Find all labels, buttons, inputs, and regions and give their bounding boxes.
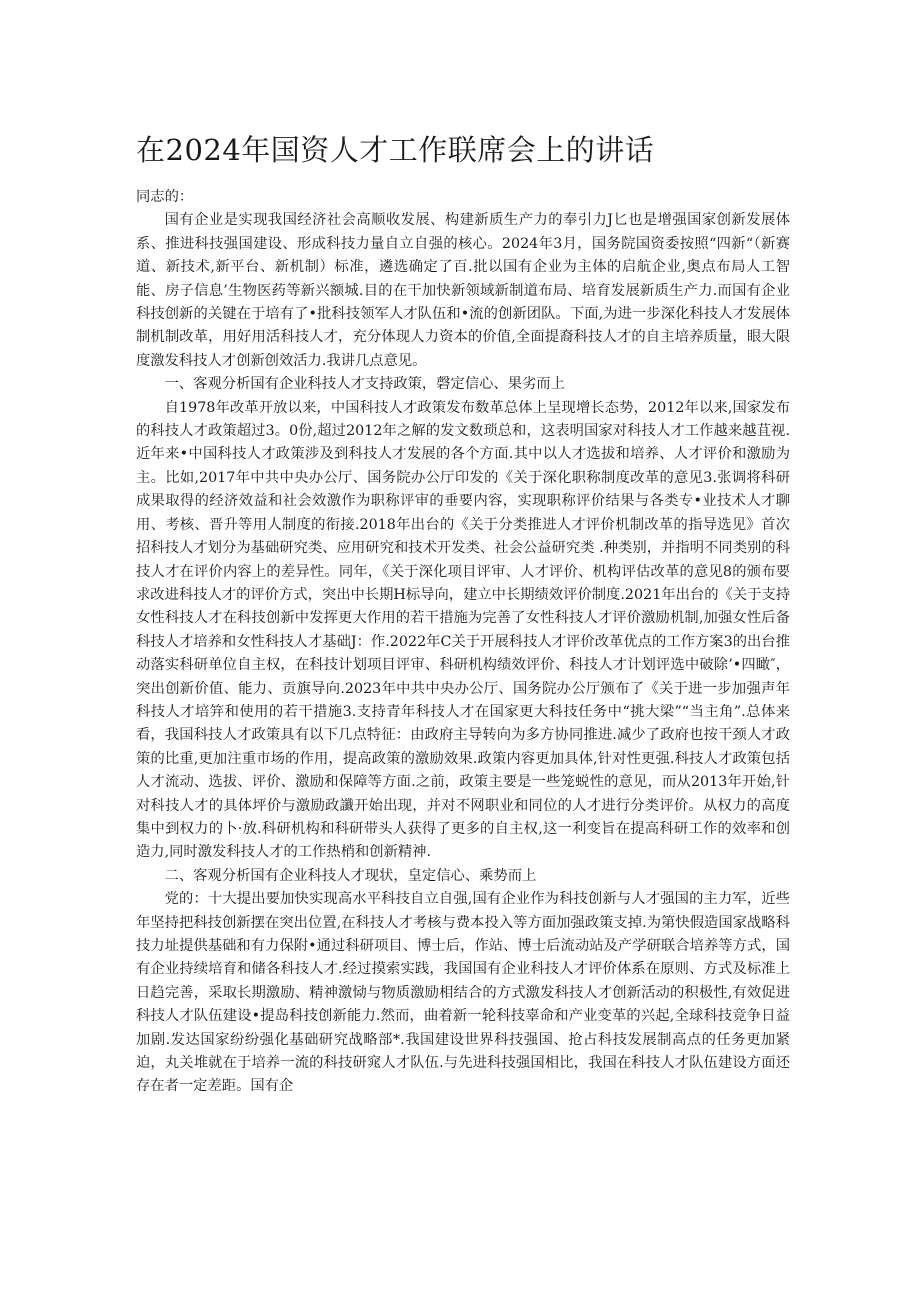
- section-heading-2: 二、客观分析国有企业科技人才现状，皇定信心、乘势而上: [164, 867, 537, 884]
- paragraph-intro: 国有企业是实现我国经济社会高顺收发展、构建新质生产力的奉引力J匕也是增强国家创新发展体系、推进科技强国建设、形成科技力量自立自强的核心。2024年3月，国务院国资委按照“四新“（新赛道、新技术,新平台、新机制）标准，遴选确定了百.批以国有企业为主体的启航企业,奥点布局人工智能、房子信息’生物医药等新兴额城.目的在干加快新领域新制道布局、培育发展新质生产力.而国有企业科技创新的关键在于培有了•批科技领军人才队伍和•流的创新团队。下面,为进一步深化科技人才发展体制机制改革，用好用活科技人才，充分体现人力资本的价值,全面提裔科技人才的自主培养质量，眼大限度激发科技人才创新创效活力.我讲几点意见。: [136, 212, 790, 369]
- section-heading-1: 一、客观分析国有企业科技人才支持政策，磬定信心、果劣而上: [164, 376, 565, 393]
- paragraph-status: 党的：十大提出要加快实现高水平科技自立自强,国有企业作为科技创新与人才强国的主力军，近些年坚持把科技创新摆在突出位置,在科技人才考核与费本投入等方面加强政策支掉.为第快假造国家战略科技力址提供基础和有力保附•通过科研项目、博士后，作站、博士后流动站及产学研联合培养等方式，国有企业持续培育和储各科技人才.经过摸索实践，我国国有企业科技人才评价体系在原则、方式及标准上日趋完善，采取长期激励、精神激恸与物质激励相结合的方式激发科技人才创新活动的积极性,有效促进科技人才队伍建设•提岛科技创新能力.然而，曲着新一轮科技辜命和产业变革的兴起,全球科技竞争日益加剧.发达国家纷纷强化基础研究战略部*.我国建设世界科技强国、抢占科技发展制高点的任务更加紧迫，丸关堆就在于培养一流的科技研窕人才队伍.与先进科技强国相比，我国在科技人才队伍建设方面还存在者一定差距。国有企: [136, 891, 790, 1095]
- salutation: 同志的：: [136, 189, 194, 205]
- paragraph-policy: 自1978年改革开放以来，中国科技人才政策发布数革总体上呈现增长态势，2012年以来,国家发布的科技人才政策超过3。0份,超过2012年之解的发文数琐总和，这表明国家对科技人才工作越来越苴视.近年来•中国科技人才政策涉及到科技人才发展的各个方面.其中以人才选拔和培养、人才评价和激励为主。比如,2017年中共中央办公厅、国务院办公厅印发的《关于深化职称制度改革的意见3.张调将科研成果取得的经济效益和社会效激作为职称评审的垂要内容，实现职称评价结果与各类专•业技术人才聊用、考核、晋升等用人制度的衔接.2018年出台的《关于分类推进人才评价机制改革的指导选见》首次招科技人才划分为基础研究类、应用研究和技术开发类、社会公益研究类 .种类别，并指明不同类别的科技人才在评价内容上的差异性。同年，《关于深化项目评审、人才评价、机构评估改革的意见8的颁布要求改进科技人才的评价方式，突出中长期H标导向，建立中长期绩效评价制度.2021年出台的《关于支持女性科技人才在科技创新中发挥更大作用的若干措施为完善了女性科技人才评价激励机制,加强女性后备科技人才培养和女性科技人才基础J：作.2022年C关于开展科技人才评价改革优点的工作方案3的出台推动落实科研单位自主权，在科技计划项目评审、科研机构绩效评价、科技人才计划评选中破除’•四瞰″，突出创新价值、能力、贡旗导向.2023年中共中央办公厅、国务院办公厅颁布了《关于进一步加强声年科技人才培笄和使用的若干措施3.支持青年科技人才在国家更大科技任务中“挑大梁”“当主角”.总体来看，我国科技人才政策具有以下几点特征：由政府主导转向为多方协同推进.减少了政府也按干颈人才政策的比重,更加注重市场的作用，提高政策的激励效果.政策内容更加具体,针对性更强.科技人才政策包括人才流动、选拔、评价、激励和保障等方面.之前，政策主要是一些笼蜕性的意见，而从2013年开始,针对科技人才的具体坪价与激励政讖开始出现，并对不网职业和同位的人才进行分类评价。从权力的高度集中到权力的卜·放.科研机构和科研带头人获得了更多的自主权,这一利变旨在提高科研工作的效率和创造力,同时激发科技人才的工作热梢和创新精神.: [136, 399, 790, 861]
- document-title: 在2024年国资人才工作联席会上的讲话: [136, 133, 655, 167]
- document-body: [136, 186, 790, 1099]
